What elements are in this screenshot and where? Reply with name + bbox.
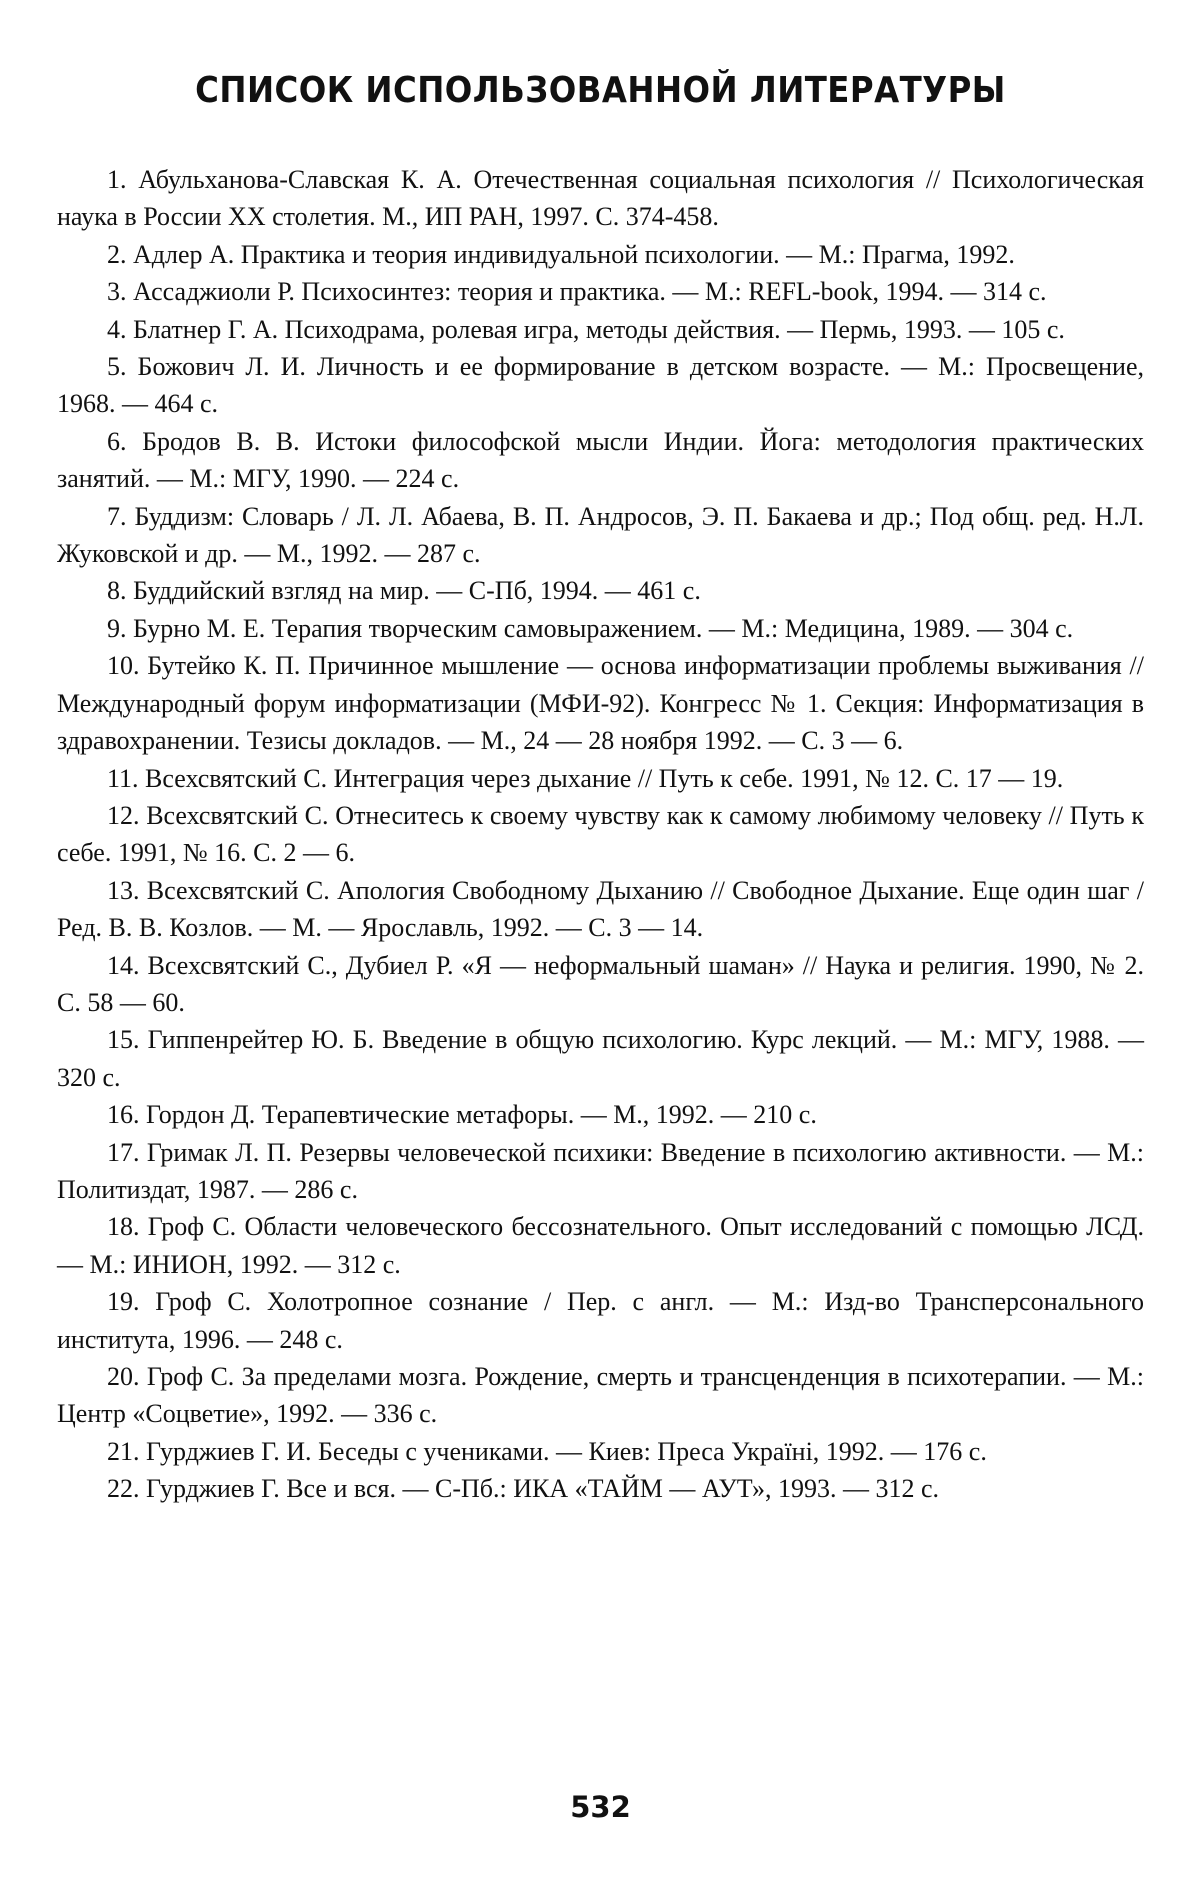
reference-number: 4. — [107, 314, 127, 344]
reference-number: 1. — [107, 165, 127, 194]
reference-entry-12 — [57, 797, 1144, 872]
reference-entry-13 — [57, 872, 1144, 947]
reference-text: Гиппенрейтер Ю. Б. Введение в общую психологию. Курс лекций. — М.: МГУ, 1988. — 320 с. — [57, 1025, 1144, 1092]
reference-entry-14 — [57, 947, 1144, 1022]
reference-entry-5 — [57, 348, 1144, 423]
reference-entry-20 — [57, 1358, 1144, 1433]
reference-entry-8 — [57, 572, 1144, 609]
reference-text: Адлер А. Практика и теория индивидуальной психологии. — М.: Прагма, 1992. — [133, 239, 1015, 269]
reference-entry-15 — [57, 1021, 1144, 1096]
reference-text: Всехсвятский С. Апология Свободному Дыханию // Свободное Дыхание. Еще один шаг / Ред. В. В. Козлов. — М. — Ярославль, 1992. — С. 3 — 14. — [57, 875, 1144, 943]
reference-text: Всехсвятский С. Отнеситесь к своему чувству как к самому любимому человеку // Путь к себе. 1991, № 16. С. 2 — 6. — [57, 800, 1144, 868]
reference-entry-21 — [57, 1433, 1144, 1470]
reference-number: 14. — [107, 950, 140, 980]
reference-entry-19 — [57, 1283, 1144, 1358]
reference-number: 6. — [107, 426, 127, 456]
reference-text: Абульханова-Славская К. А. Отечественная социальная психология // Психологическая наука в России XX столетия. М., ИП РАН, 1997. С. 374-458. — [57, 165, 1145, 232]
reference-entry-10 — [57, 647, 1144, 759]
reference-text: Буддийский взгляд на мир. — С-Пб, 1994. — 461 с. — [133, 576, 701, 606]
reference-text: Гроф С. Холотропное сознание / Пер. с англ. — М.: Изд-во Трансперсонального института, 1996. — 248 с. — [57, 1287, 1145, 1354]
reference-entry-1 — [57, 161, 1144, 236]
page-number: 532 — [570, 1790, 631, 1824]
reference-entry-7 — [57, 498, 1144, 573]
reference-entry-11 — [57, 760, 1144, 797]
reference-number: 5. — [107, 352, 127, 382]
reference-text: Гордон Д. Терапевтические метафоры. — М., 1992. — 210 с. — [146, 1100, 817, 1130]
reference-text: Гурджиев Г. Все и вся. — С-Пб.: ИКА «ТАЙМ — АУТ», 1993. — 312 с. — [146, 1474, 940, 1504]
reference-number: 12. — [107, 800, 140, 830]
reference-number: 7. — [107, 501, 127, 531]
reference-entry-9 — [57, 610, 1144, 647]
page-title: СПИСОК ИСПОЛЬЗОВАННОЙ ЛИТЕРАТУРЫ — [195, 70, 1006, 112]
reference-number: 21. — [107, 1436, 140, 1466]
reference-number: 22. — [107, 1474, 140, 1504]
reference-text: Всехсвятский С. Интеграция через дыхание // Путь к себе. 1991, № 12. С. 17 — 19. — [145, 763, 1064, 793]
reference-number: 16. — [107, 1100, 140, 1130]
reference-entry-22 — [57, 1470, 1144, 1507]
reference-text: Бутейко К. П. Причинное мышление — основа информатизации проблемы выживания // Международный форум информатизации (МФИ-92). Конгресс № 1. Секция: Информатизация в здравохранении. Тезисы докладов. — М., 24 — 28 ноября 1992. — С. 3 — 6. — [57, 651, 1145, 756]
reference-text: Гроф С. За пределами мозга. Рождение, смерть и трансценденция в психотерапии. — М.: Центр «Соцветие», 1992. — 336 с. — [57, 1362, 1145, 1429]
reference-number: 8. — [107, 576, 127, 606]
reference-text: Гурджиев Г. И. Беседы с учениками. — Киев: Преса Україні, 1992. — 176 с. — [146, 1436, 987, 1466]
reference-entry-16 — [57, 1096, 1144, 1133]
reference-number: 3. — [107, 277, 127, 307]
reference-entry-18 — [57, 1208, 1144, 1283]
reference-number: 17. — [107, 1137, 140, 1167]
reference-number: 20. — [107, 1362, 140, 1391]
book-page — [57, 0, 1144, 1879]
reference-text: Гримак Л. П. Резервы человеческой психики: Введение в психологию активности. — М.: Политиздат, 1987. — 286 с. — [57, 1137, 1145, 1204]
reference-entry-2 — [57, 236, 1144, 273]
reference-number: 15. — [107, 1025, 140, 1055]
reference-text: Блатнер Г. А. Психодрама, ролевая игра, методы действия. — Пермь, 1993. — 105 с. — [133, 314, 1065, 344]
reference-number: 11. — [107, 763, 139, 793]
reference-text: Буддизм: Словарь / Л. Л. Абаева, В. П. Андросов, Э. П. Бакаева и др.; Под общ. ред. Н.Л. Жуковской и др. — М., 1992. — 287 с. — [57, 501, 1144, 569]
reference-text: Бурно М. Е. Терапия творческим самовыражением. — М.: Медицина, 1989. — 304 с. — [133, 613, 1074, 643]
reference-number: 13. — [107, 875, 140, 905]
reference-number: 19. — [107, 1287, 140, 1317]
reference-entry-17 — [57, 1134, 1144, 1209]
reference-entry-4 — [57, 311, 1144, 348]
reference-text: Гроф С. Области человеческого бессознательного. Опыт исследований с помощью ЛСД. — М.: ИНИОН, 1992. — 312 с. — [57, 1212, 1144, 1279]
reference-number: 10. — [107, 651, 140, 681]
reference-number: 2. — [107, 239, 127, 269]
reference-text: Ассаджиоли Р. Психосинтез: теория и практика. — М.: REFL-book, 1994. — 314 с. — [133, 277, 1047, 307]
reference-entry-6 — [57, 423, 1144, 498]
reference-text: Всехсвятский С., Дубиел Р. «Я — неформальный шаман» // Наука и религия. 1990, № 2. С. 58 — 60. — [57, 950, 1144, 1017]
reference-number: 9. — [107, 613, 127, 643]
reference-entry-3 — [57, 273, 1144, 310]
reference-text: Бродов В. В. Истоки философской мысли Индии. Йога: методология практических занятий. — М.: МГУ, 1990. — 224 с. — [57, 426, 1144, 494]
reference-list — [57, 161, 1144, 1508]
reference-text: Божович Л. И. Личность и ее формирование в детском возрасте. — М.: Просвещение, 1968. — 464 с. — [57, 352, 1144, 419]
reference-number: 18. — [107, 1212, 140, 1242]
